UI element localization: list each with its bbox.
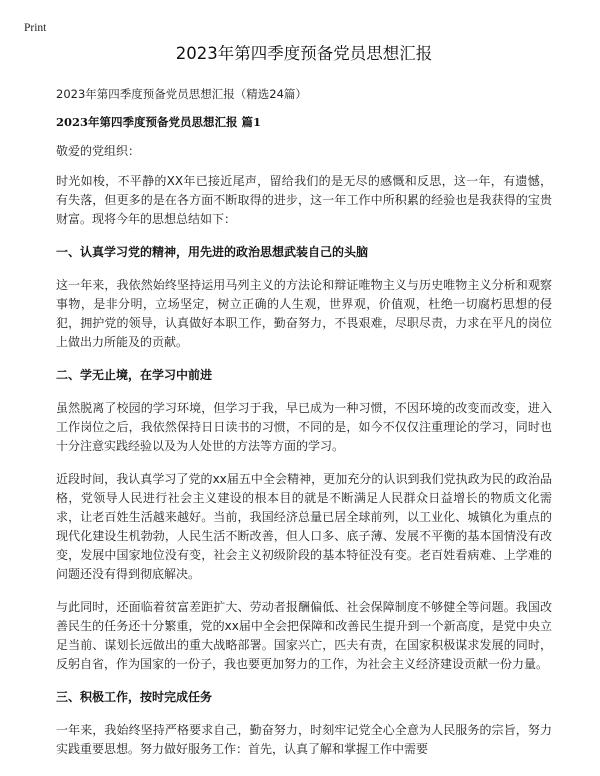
intro-paragraph: 时光如梭，不平静的XX年已接近尾声，留给我们的是无尽的感慨和反思，这一年，有遗憾，有失落，但更多的是在各方面不断取得的进步，这一年工作中所积累的经验也是我获得的宝贵财富。现将今年的思想总结如下：	[56, 174, 552, 227]
section-2-paragraph-1: 虽然脱离了校园的学习环境，但学习于我，早已成为一种习惯，不因环境的改变而改变，进入工作岗位之后，我依然保持日日读书的习惯，不同的是，如今不仅仅注重理论的学习，同时也十分注意实践经验以及为人处世的方法等方面的学习。	[56, 401, 552, 454]
section-heading-2: 二、学无止境，在学习中前进	[56, 368, 213, 383]
article-heading: 2023年第四季度预备党员思想汇报 篇1	[56, 115, 262, 130]
section-2-paragraph-2: 近段时间，我认真学习了党的xx届五中全会精神，更加充分的认识到我们党执政为民的政治品格，党领导人民进行社会主义建设的根本目的就是不断满足人民群众日益增长的物质文化需求，让老百姓生活越来越好。当前，我国经济总量已居全球前列，以工业化、城镇化为重点的现代化建设生机勃勃，人民生活不断改善，但人口多、底子薄、发展不平衡的基本国情没有改变，发展中国家地位没有变，社会主义初级阶段的基本特征没有变。老百姓看病难、上学难的问题还没有得到彻底解决。	[56, 472, 552, 582]
section-1-paragraph: 这一年来，我依然始终坚持运用马列主义的方法论和辩证唯物主义与历史唯物主义分析和观察事物，是非分明，立场坚定，树立正确的人生观，世界观，价值观，杜绝一切腐朽思想的侵犯，拥护党的领导，认真做好本职工作，勤奋努力，不畏艰难，尽职尽责，力求在平凡的岗位上做出力所能及的贡献。	[56, 278, 552, 350]
document	[56, 46, 552, 759]
section-heading-1: 一、认真学习党的精神，用先进的政治思想武装自己的头脑	[56, 245, 369, 260]
print-link[interactable]: Print	[24, 22, 47, 34]
section-2-paragraph-3: 与此同时，还面临着贫富差距扩大、劳动者报酬偏低、社会保障制度不够健全等问题。我国改善民生的任务还十分繁重，党的xx届中全会把保障和改善民生提升到一个新高度，是党中央立足当前、谋划长远做出的重大战略部署。国家兴亡，匹夫有责，在国家积极谋求发展的同时，反躬自省，作为国家的一份子，我也要更加努力的工作，为社会主义经济建设贡献一份力量。	[56, 600, 552, 672]
document-title: 2023年第四季度预备党员思想汇报	[175, 44, 433, 63]
section-heading-3: 三、积极工作，按时完成任务	[56, 690, 213, 705]
document-subtitle: 2023年第四季度预备党员思想汇报（精选24篇）	[56, 86, 307, 101]
section-3-paragraph-1: 一年来，我始终坚持严格要求自己，勤奋努力，时刻牢记党全心全意为人民服务的宗旨，努力实践重要思想。努力做好服务工作：首先，认真了解和掌握工作中需要	[56, 723, 552, 757]
salutation: 敬爱的党组织：	[56, 144, 141, 159]
